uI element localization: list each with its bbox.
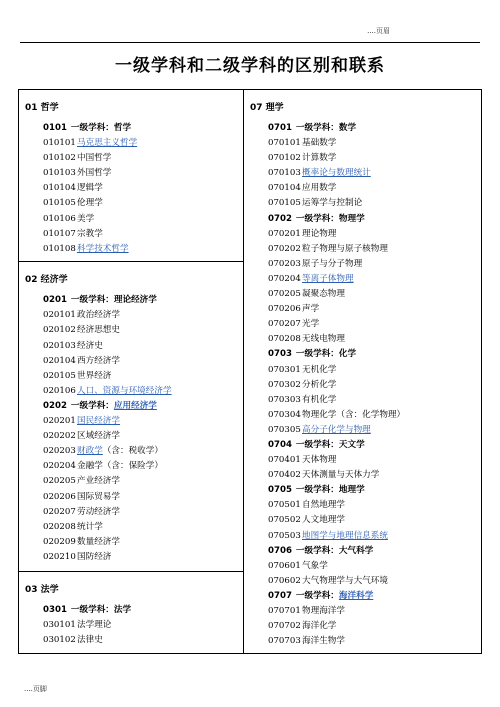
discipline-table: [18, 89, 482, 654]
second-level-discipline: [43, 474, 239, 489]
subject-code: 070102: [268, 153, 301, 164]
second-level-discipline: [268, 408, 477, 423]
subject-name: 国防经济: [77, 551, 112, 562]
second-level-discipline: [268, 559, 477, 574]
subject-code: 020206: [43, 491, 76, 502]
second-level-discipline: [43, 166, 239, 181]
second-level-discipline: [268, 196, 477, 211]
subject-code: 070304: [268, 409, 301, 420]
page-footer-text: ....页脚: [24, 685, 47, 693]
subject-name: 产业经济学: [77, 476, 120, 487]
subject-code: 020103: [43, 340, 76, 351]
section-code: 07: [250, 103, 266, 113]
second-level-discipline: [268, 317, 477, 332]
subject-name: 一级学科：化学: [295, 349, 357, 360]
subject-code: 070701: [268, 606, 301, 616]
second-level-discipline: [43, 227, 239, 242]
subject-code: 070503: [268, 530, 301, 541]
second-level-discipline: [268, 529, 477, 544]
subject-name: 有机化学: [302, 394, 337, 405]
subject-link[interactable]: 国民经济学: [77, 416, 120, 427]
second-level-discipline: [268, 332, 477, 347]
subject-name: 政治经济学: [77, 310, 120, 321]
section-name: 理学: [265, 103, 284, 113]
second-level-discipline: [43, 308, 239, 323]
subject-code: 070104: [268, 183, 301, 194]
second-level-discipline: [268, 363, 477, 378]
subject-code: 070401: [268, 455, 301, 466]
second-level-discipline: [43, 429, 239, 444]
subject-name: 一级学科：天文学: [295, 439, 365, 450]
subject-link[interactable]: 高分子化学与物理: [302, 424, 371, 435]
subject-list: [43, 603, 239, 648]
subject-code: 020209: [43, 536, 76, 547]
subject-name: 宗教学: [77, 228, 103, 239]
second-level-discipline: [268, 287, 477, 302]
subject-name: 伦理学: [77, 198, 103, 209]
subject-list: [268, 121, 477, 649]
subject-name: 法学理论: [77, 620, 112, 631]
second-level-discipline: [268, 136, 477, 151]
subject-name: 一级学科：数学: [295, 123, 357, 133]
subject-link[interactable]: 地图学与地理信息系统: [302, 530, 388, 541]
subject-name: 自然地理学: [302, 500, 345, 511]
second-level-discipline: [43, 505, 239, 520]
subject-name: 逻辑学: [77, 183, 103, 194]
second-level-discipline: [43, 550, 239, 565]
second-level-discipline: [43, 212, 239, 227]
subject-link[interactable]: 应用经济学: [113, 400, 157, 411]
section-law: [19, 572, 244, 654]
subject-name: 物理化学（含：化学物理）: [302, 409, 406, 420]
subject-link[interactable]: 人口、资源与环境经济学: [77, 385, 172, 396]
subject-code: 020104: [43, 355, 76, 366]
subject-name: 人文地理学: [302, 515, 345, 526]
subject-code: 070501: [268, 500, 301, 511]
subject-name: 凝聚态物理: [302, 289, 345, 300]
second-level-discipline: [268, 574, 477, 589]
subject-name: 统计学: [77, 521, 103, 532]
subject-name: 一级学科：: [70, 400, 114, 411]
second-level-discipline: [268, 302, 477, 317]
subject-code: 070602: [268, 575, 301, 586]
header-rule: [20, 42, 480, 43]
section-code: 01: [25, 103, 41, 113]
subject-code: 070302: [268, 379, 301, 390]
subject-name: 法律史: [77, 635, 103, 646]
second-level-discipline: [43, 136, 239, 151]
subject-code: 070303: [268, 394, 301, 405]
subject-name: 粒子物理与原子核物理: [302, 243, 388, 254]
first-level-discipline: [268, 212, 477, 227]
subject-name: 劳动经济学: [77, 506, 120, 517]
subject-code: 010107: [43, 228, 76, 239]
subject-code: 0301: [43, 605, 67, 616]
subject-code: 020205: [43, 476, 76, 487]
section-heading: [25, 100, 239, 113]
second-level-discipline: [268, 468, 477, 483]
subject-code: 030101: [43, 620, 76, 631]
subject-name: 一级学科：大气科学: [295, 545, 374, 556]
subject-code: 0706: [268, 545, 292, 556]
subject-code: 020203: [43, 446, 76, 457]
first-level-discipline: [268, 438, 477, 453]
second-level-discipline: [43, 384, 239, 399]
subject-code: 020204: [43, 461, 76, 472]
subject-name: 理论物理: [302, 228, 337, 239]
subject-name: 基础数学: [302, 138, 337, 149]
subject-name: 天体物理: [302, 455, 337, 466]
document-title: 一级学科和二级学科的区别和联系: [115, 56, 385, 76]
subject-list: [43, 293, 239, 565]
second-level-discipline: [268, 166, 477, 181]
second-level-discipline: [43, 242, 239, 257]
subject-name: 一级学科：物理学: [295, 213, 365, 224]
second-level-discipline: [43, 196, 239, 211]
subject-code: 070206: [268, 304, 301, 315]
section-name: 法学: [40, 585, 59, 596]
section-name: 哲学: [40, 103, 59, 113]
subject-name: 无机化学: [302, 364, 337, 375]
subject-code: 0707: [268, 590, 292, 601]
subject-code: 020102: [43, 325, 76, 336]
subject-name: 海洋生物学: [302, 636, 345, 647]
subject-link[interactable]: 等离子体物理: [302, 273, 354, 284]
subject-link[interactable]: 海洋科学: [338, 590, 374, 601]
subject-code: 070101: [268, 138, 301, 149]
subject-code: 010104: [43, 183, 76, 194]
subject-name: 世界经济: [77, 370, 112, 381]
subject-name: 国际贸易学: [77, 491, 120, 502]
subject-name: 天体测量与天体力学: [302, 470, 380, 481]
subject-name: 一级学科：理论经济学: [70, 295, 157, 306]
first-level-discipline: [268, 544, 477, 559]
subject-code: 020210: [43, 551, 76, 562]
subject-link[interactable]: 马克思主义哲学: [77, 138, 138, 149]
subject-code: 0702: [268, 213, 292, 224]
subject-code: 0202: [43, 400, 67, 411]
subject-name: 区域经济学: [77, 431, 120, 442]
second-level-discipline: [268, 227, 477, 242]
subject-link[interactable]: 财政学: [77, 446, 103, 457]
second-level-discipline: [43, 459, 239, 474]
second-level-discipline: [268, 181, 477, 196]
second-level-discipline: [43, 535, 239, 550]
subject-code: 070205: [268, 289, 301, 300]
first-level-discipline: [43, 121, 239, 136]
subject-name: 中国哲学: [77, 153, 112, 164]
subject-code: 070105: [268, 198, 301, 209]
subject-name: 原子与分子物理: [302, 258, 363, 269]
subject-code: 020105: [43, 370, 76, 381]
subject-code: 0701: [268, 123, 292, 133]
second-level-discipline: [43, 181, 239, 196]
subject-code: 070207: [268, 319, 301, 330]
first-level-discipline: [268, 121, 477, 136]
subject-code: 070402: [268, 470, 301, 481]
second-level-discipline: [268, 272, 477, 287]
subject-code: 010101: [43, 138, 76, 149]
first-level-discipline: [268, 347, 477, 362]
second-level-discipline: [268, 498, 477, 513]
section-philosophy: [19, 90, 244, 262]
subject-name: 分析化学: [302, 379, 337, 390]
second-level-discipline: [268, 513, 477, 528]
second-level-discipline: [268, 619, 477, 634]
subject-name: 一级学科：地理学: [295, 485, 365, 496]
second-level-discipline: [268, 604, 477, 619]
section-code: 02: [25, 275, 41, 286]
subject-name: 海洋化学: [302, 621, 337, 632]
second-level-discipline: [43, 414, 239, 429]
second-level-discipline: [43, 151, 239, 166]
section-heading: [25, 582, 239, 595]
subject-name: 一级学科：: [295, 590, 339, 601]
subject-name: 大气物理学与大气环境: [302, 575, 388, 586]
second-level-discipline: [268, 257, 477, 272]
subject-code: 0201: [43, 295, 67, 306]
subject-name: 美学: [77, 213, 95, 224]
second-level-discipline: [268, 378, 477, 393]
subject-code: 0703: [268, 349, 292, 360]
subject-name: 经济思想史: [77, 325, 120, 336]
second-level-discipline: [268, 242, 477, 257]
second-level-discipline: [268, 151, 477, 166]
first-level-discipline: [43, 603, 239, 618]
subject-code: 0704: [268, 439, 292, 450]
subject-list: [43, 121, 239, 257]
subject-name: 物理海洋学: [302, 606, 345, 616]
subject-code: 070502: [268, 515, 301, 526]
section-economics: [19, 262, 244, 572]
first-level-discipline: [268, 483, 477, 498]
subject-code: 070204: [268, 273, 301, 284]
subject-name: 计算数学: [302, 153, 337, 164]
subject-code: 020208: [43, 521, 76, 532]
subject-name: 运筹学与控制论: [302, 198, 363, 209]
subject-code: 0101: [43, 123, 67, 133]
subject-name: 经济史: [77, 340, 103, 351]
subject-code: 070201: [268, 228, 301, 239]
subject-name: 光学: [302, 319, 320, 330]
subject-code: 070305: [268, 424, 301, 435]
subject-code: 070203: [268, 258, 301, 269]
subject-code: 020101: [43, 310, 76, 321]
subject-code: 010108: [43, 243, 76, 254]
subject-code: 070601: [268, 560, 301, 571]
subject-code: 020106: [43, 385, 76, 396]
subject-code: 030102: [43, 635, 76, 646]
subject-code: 070202: [268, 243, 301, 254]
subject-code: 070703: [268, 636, 301, 647]
subject-code: 020207: [43, 506, 76, 517]
subject-name: 西方经济学: [77, 355, 120, 366]
first-level-discipline: [43, 293, 239, 308]
second-level-discipline: [268, 393, 477, 408]
subject-code: 010106: [43, 213, 76, 224]
section-science: [244, 90, 482, 654]
second-level-discipline: [268, 423, 477, 438]
subject-note: （含：税收学）: [102, 446, 163, 457]
subject-name: 数量经济学: [77, 536, 120, 547]
page-header-text: ....页眉: [367, 27, 390, 35]
section-name: 经济学: [40, 275, 68, 286]
subject-code: 070208: [268, 334, 301, 345]
subject-name: 外国哲学: [77, 168, 112, 179]
second-level-discipline: [43, 490, 239, 505]
subject-name: 金融学（含：保险学）: [77, 461, 163, 472]
second-level-discipline: [43, 633, 239, 648]
subject-code: 020202: [43, 431, 76, 442]
subject-name: 无线电物理: [302, 334, 345, 345]
section-heading: [25, 272, 239, 285]
subject-code: 0705: [268, 485, 292, 496]
subject-name: 一级学科：法学: [70, 605, 132, 616]
subject-link[interactable]: 概率论与数理统计: [302, 168, 371, 179]
subject-link[interactable]: 科学技术哲学: [77, 243, 129, 254]
second-level-discipline: [43, 618, 239, 633]
subject-name: 应用数学: [302, 183, 337, 194]
second-level-discipline: [43, 339, 239, 354]
subject-name: 气象学: [302, 560, 328, 571]
second-level-discipline: [268, 634, 477, 649]
subject-code: 070702: [268, 621, 301, 632]
second-level-discipline: [43, 354, 239, 369]
subject-code: 020201: [43, 416, 76, 427]
subject-code: 010103: [43, 168, 76, 179]
first-level-discipline: [43, 399, 239, 414]
second-level-discipline: [43, 520, 239, 535]
second-level-discipline: [43, 369, 239, 384]
section-heading: [250, 100, 477, 113]
section-code: 03: [25, 585, 41, 596]
subject-name: 一级学科：哲学: [70, 123, 132, 133]
subject-code: 070103: [268, 168, 301, 179]
subject-code: 070301: [268, 364, 301, 375]
subject-code: 010102: [43, 153, 76, 164]
second-level-discipline: [43, 444, 239, 459]
subject-code: 010105: [43, 198, 76, 209]
first-level-discipline: [268, 589, 477, 604]
subject-name: 声学: [302, 304, 320, 315]
second-level-discipline: [43, 323, 239, 338]
second-level-discipline: [268, 453, 477, 468]
